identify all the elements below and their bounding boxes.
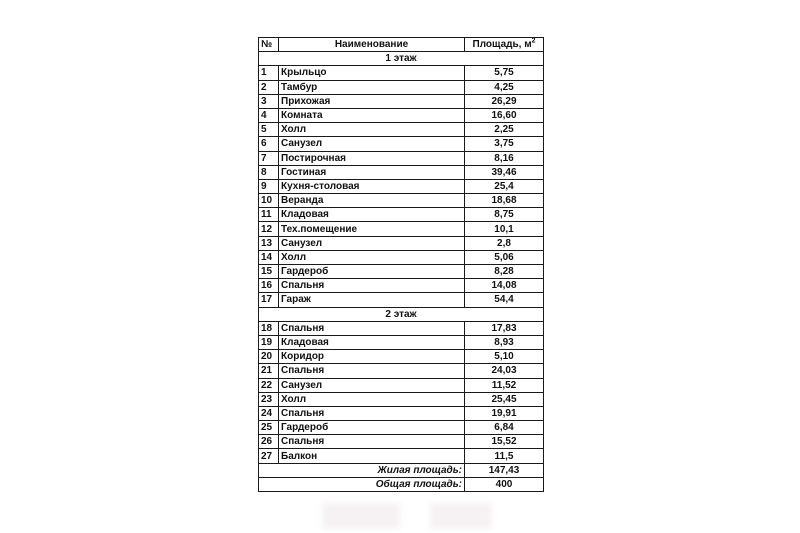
room-number: 9	[259, 179, 279, 193]
room-area: 8,75	[465, 208, 544, 222]
room-area: 5,75	[465, 66, 544, 80]
room-area-table	[258, 37, 544, 492]
room-area: 11,52	[465, 378, 544, 392]
room-name: Кладовая	[279, 335, 465, 349]
room-area: 24,03	[465, 364, 544, 378]
header-row	[259, 38, 544, 52]
room-area: 2,8	[465, 236, 544, 250]
room-name: Коридор	[279, 350, 465, 364]
room-number: 2	[259, 80, 279, 94]
header-area-superscript: 2	[531, 37, 536, 45]
room-number: 24	[259, 406, 279, 420]
room-number: 25	[259, 421, 279, 435]
room-name: Спальня	[279, 406, 465, 420]
floor-title: 2 этаж	[259, 307, 544, 321]
room-name: Гараж	[279, 293, 465, 307]
table-row	[259, 293, 544, 307]
room-number: 10	[259, 194, 279, 208]
table-row	[259, 80, 544, 94]
table-row	[259, 392, 544, 406]
table-row	[259, 165, 544, 179]
header-name: Наименование	[279, 38, 465, 52]
floor-heading-row	[259, 52, 544, 66]
table-row	[259, 194, 544, 208]
room-area: 5,06	[465, 250, 544, 264]
room-name: Тамбур	[279, 80, 465, 94]
room-area: 11,5	[465, 449, 544, 463]
room-number: 26	[259, 435, 279, 449]
table-row	[259, 179, 544, 193]
room-name: Спальня	[279, 364, 465, 378]
header-area	[465, 38, 544, 52]
room-number: 7	[259, 151, 279, 165]
table-row	[259, 222, 544, 236]
room-name: Санузел	[279, 137, 465, 151]
room-number: 16	[259, 279, 279, 293]
room-name: Кухня-столовая	[279, 179, 465, 193]
room-name: Санузел	[279, 378, 465, 392]
room-number: 6	[259, 137, 279, 151]
table-row	[259, 321, 544, 335]
room-name: Гостиная	[279, 165, 465, 179]
room-number: 27	[259, 449, 279, 463]
table-row	[259, 66, 544, 80]
room-name: Холл	[279, 250, 465, 264]
floor-heading-row	[259, 307, 544, 321]
room-name: Тех.помещение	[279, 222, 465, 236]
table-row	[259, 435, 544, 449]
room-number: 4	[259, 108, 279, 122]
total-row	[259, 463, 544, 477]
header-area-label: Площадь, м	[472, 39, 532, 51]
table-row	[259, 94, 544, 108]
room-area: 39,46	[465, 165, 544, 179]
room-area: 4,25	[465, 80, 544, 94]
room-area: 6,84	[465, 421, 544, 435]
area-schedule-sheet	[258, 37, 543, 492]
room-area: 25,4	[465, 179, 544, 193]
room-number: 19	[259, 335, 279, 349]
room-number: 12	[259, 222, 279, 236]
room-number: 11	[259, 208, 279, 222]
room-name: Спальня	[279, 435, 465, 449]
room-name: Холл	[279, 123, 465, 137]
room-number: 21	[259, 364, 279, 378]
room-name: Холл	[279, 392, 465, 406]
room-name: Гардероб	[279, 265, 465, 279]
room-area: 54,4	[465, 293, 544, 307]
room-name: Постирочная	[279, 151, 465, 165]
room-area: 10,1	[465, 222, 544, 236]
table-row	[259, 449, 544, 463]
header-number: №	[259, 38, 279, 52]
room-area: 8,28	[465, 265, 544, 279]
room-name: Спальня	[279, 279, 465, 293]
room-number: 23	[259, 392, 279, 406]
room-number: 20	[259, 350, 279, 364]
room-area: 26,29	[465, 94, 544, 108]
room-number: 17	[259, 293, 279, 307]
room-name: Прихожая	[279, 94, 465, 108]
floor-title: 1 этаж	[259, 52, 544, 66]
table-row	[259, 265, 544, 279]
room-name: Крыльцо	[279, 66, 465, 80]
room-area: 14,08	[465, 279, 544, 293]
table-row	[259, 378, 544, 392]
table-row	[259, 208, 544, 222]
table-row	[259, 108, 544, 122]
room-number: 14	[259, 250, 279, 264]
faint-smudge	[322, 503, 400, 529]
room-number: 13	[259, 236, 279, 250]
room-name: Балкон	[279, 449, 465, 463]
room-number: 1	[259, 66, 279, 80]
room-number: 15	[259, 265, 279, 279]
room-name: Санузел	[279, 236, 465, 250]
table-row	[259, 250, 544, 264]
room-area: 15,52	[465, 435, 544, 449]
table-row	[259, 335, 544, 349]
room-number: 3	[259, 94, 279, 108]
room-name: Комната	[279, 108, 465, 122]
room-number: 8	[259, 165, 279, 179]
total-label: Жилая площадь:	[259, 463, 465, 477]
room-area: 17,83	[465, 321, 544, 335]
room-number: 18	[259, 321, 279, 335]
table-row	[259, 151, 544, 165]
room-area: 2,25	[465, 123, 544, 137]
room-area: 8,16	[465, 151, 544, 165]
room-area: 18,68	[465, 194, 544, 208]
room-name: Кладовая	[279, 208, 465, 222]
table-row	[259, 279, 544, 293]
table-row	[259, 137, 544, 151]
room-area: 25,45	[465, 392, 544, 406]
room-name: Веранда	[279, 194, 465, 208]
table-row	[259, 406, 544, 420]
room-number: 22	[259, 378, 279, 392]
room-name: Спальня	[279, 321, 465, 335]
table-row	[259, 364, 544, 378]
table-row	[259, 123, 544, 137]
room-area: 16,60	[465, 108, 544, 122]
room-area: 3,75	[465, 137, 544, 151]
total-value: 400	[465, 477, 544, 491]
total-row	[259, 477, 544, 491]
table-row	[259, 236, 544, 250]
room-number: 5	[259, 123, 279, 137]
room-area: 19,91	[465, 406, 544, 420]
faint-smudge	[430, 503, 492, 529]
total-value: 147,43	[465, 463, 544, 477]
room-area: 5,10	[465, 350, 544, 364]
room-area: 8,93	[465, 335, 544, 349]
table-row	[259, 421, 544, 435]
table-body	[259, 52, 544, 492]
room-name: Гардероб	[279, 421, 465, 435]
table-row	[259, 350, 544, 364]
total-label: Общая площадь:	[259, 477, 465, 491]
